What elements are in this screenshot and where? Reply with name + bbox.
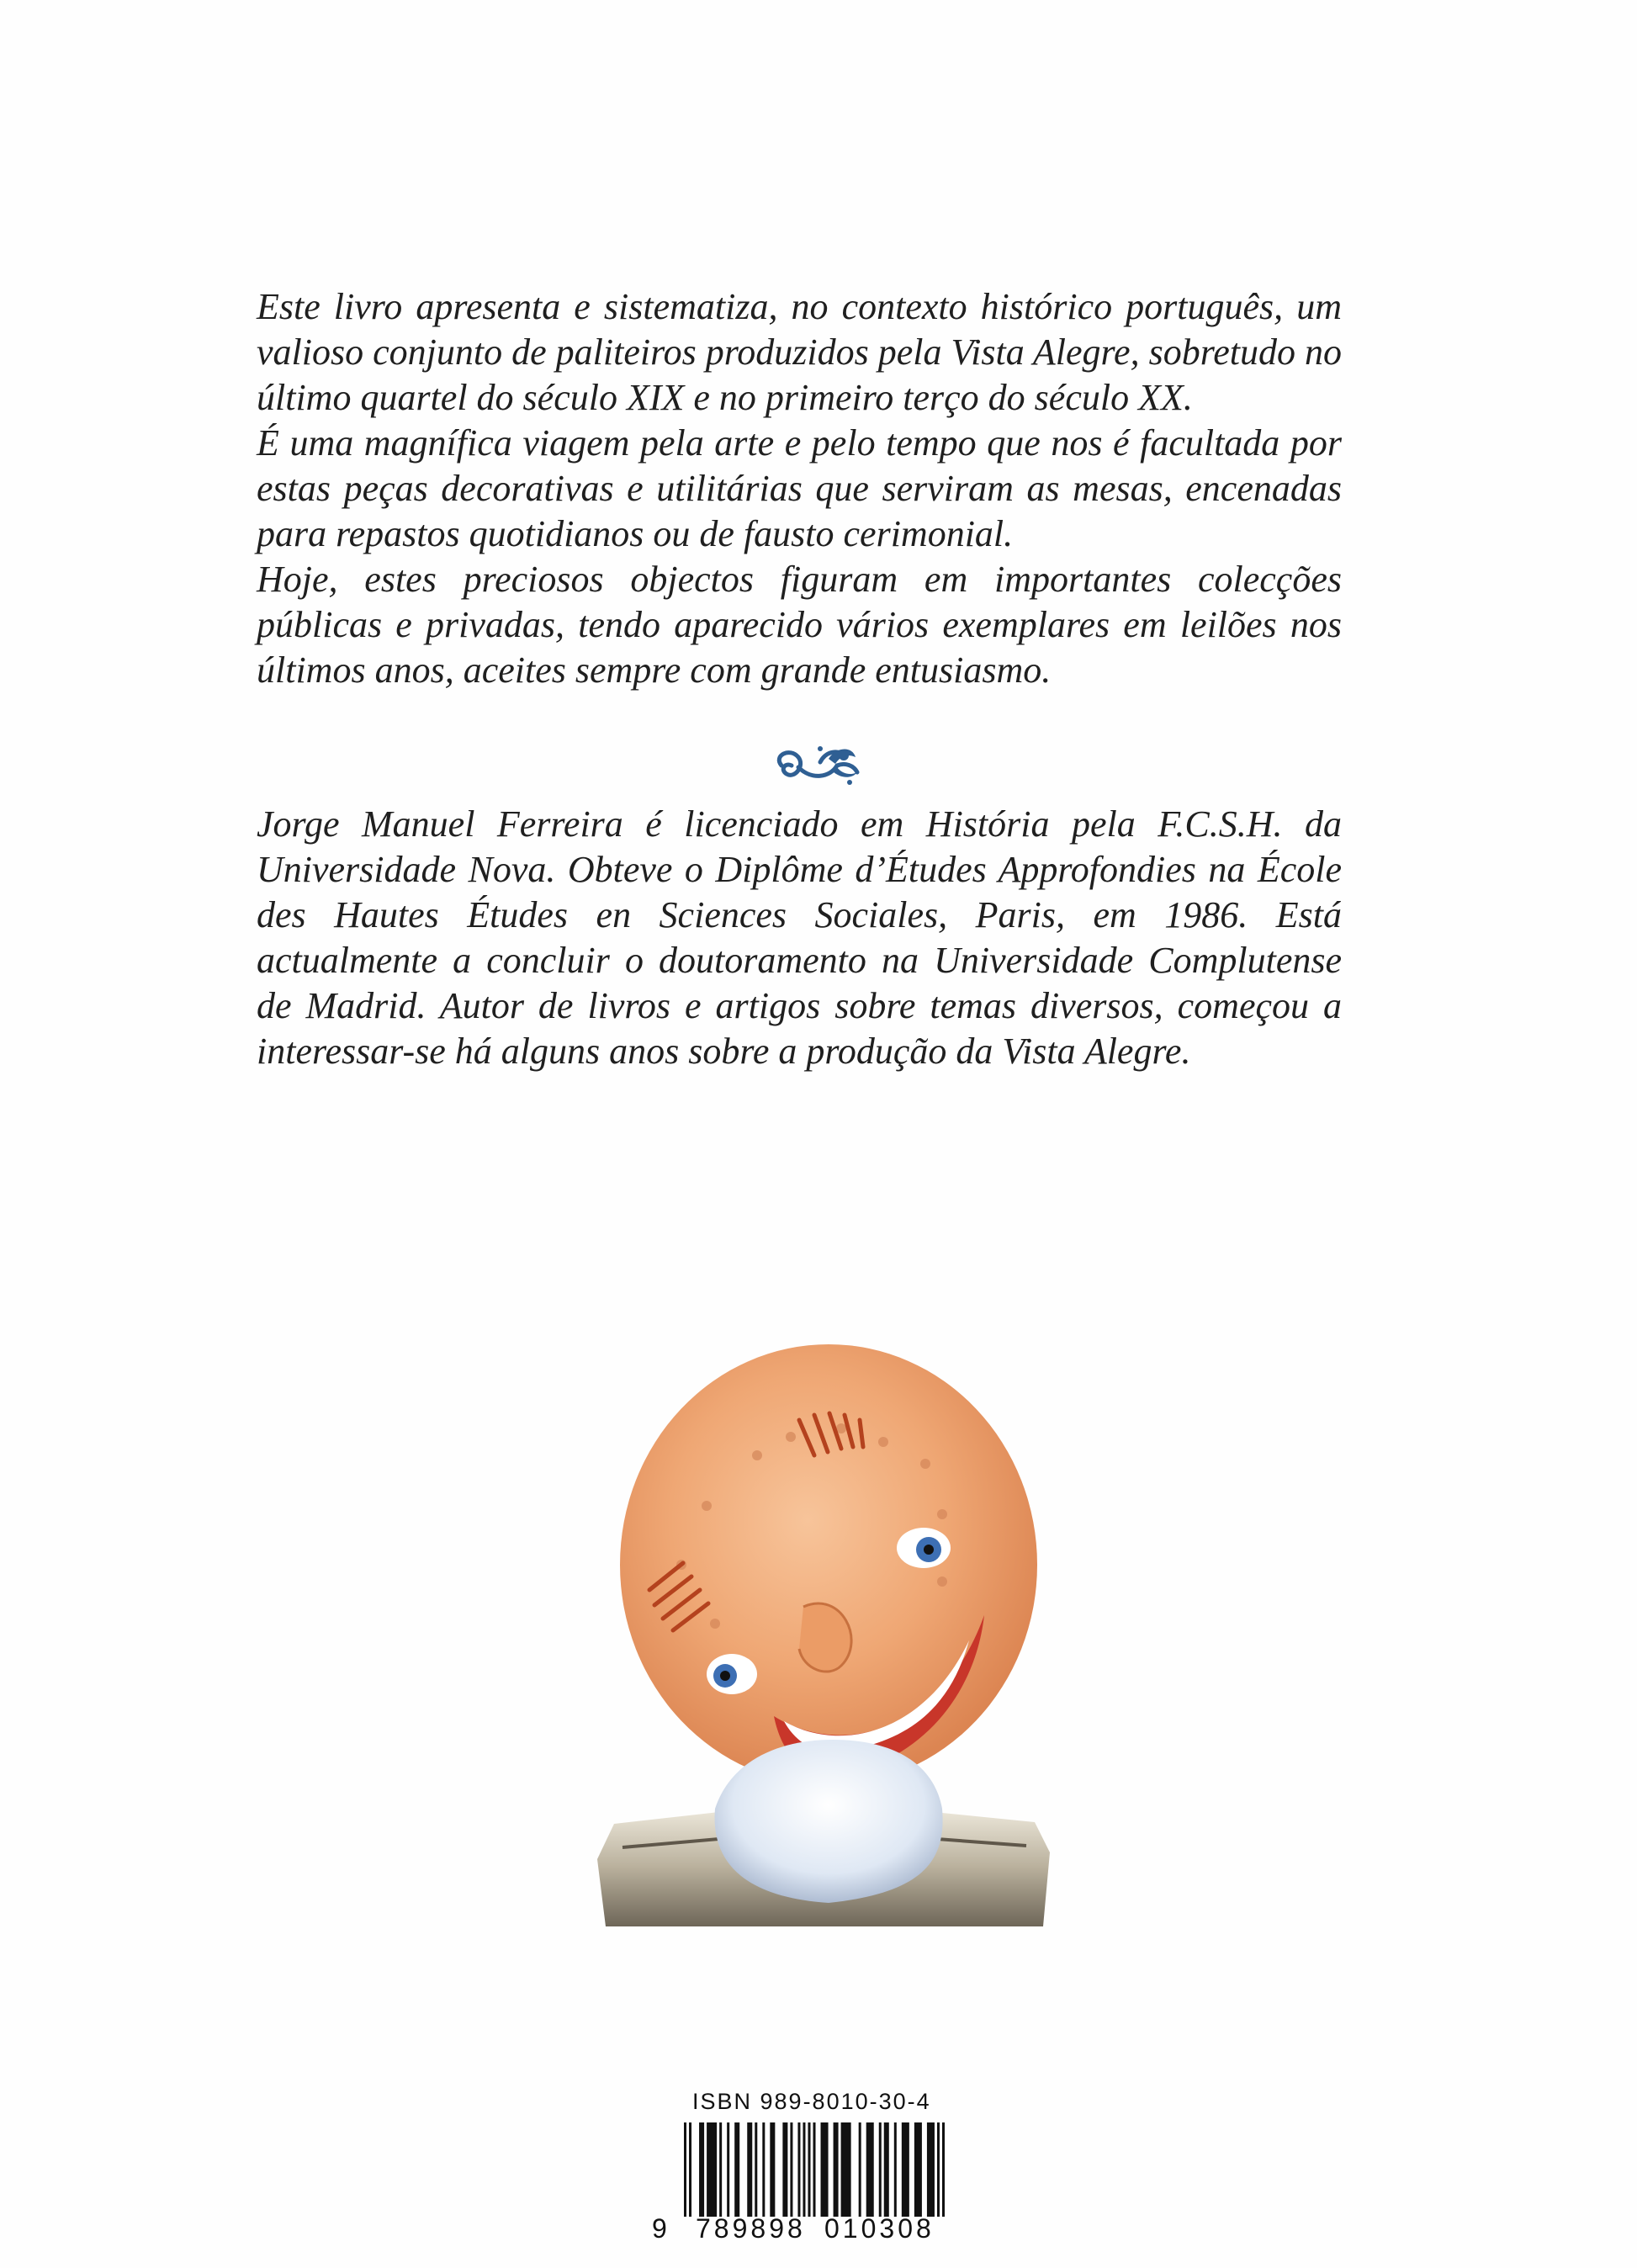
- blurb-paragraph: Hoje, estes preciosos objectos figuram em importantes colecções públicas e privadas, tendo aparecido vários exemplares em leilões nos últimos anos, aceites sempre com grande entusiasmo.: [257, 559, 1342, 691]
- barcode-bar: [914, 2122, 922, 2217]
- blurb-paragraph: Este livro apresenta e sistematiza, no contexto histórico português, um valioso conjunto de paliteiros produzidos pela Vista Alegre, sobretudo no último quartel do século XIX e no primeiro terço do século XX.: [257, 286, 1342, 418]
- barcode-bar: [803, 2122, 805, 2217]
- barcode-bar: [942, 2122, 945, 2217]
- barcode-bar: [894, 2122, 897, 2217]
- fleuron-icon: [770, 740, 862, 791]
- barcode-bar: [707, 2122, 717, 2217]
- barcode-bar: [797, 2122, 800, 2217]
- barcode-bar: [719, 2122, 722, 2217]
- barcode-bar: [884, 2122, 889, 2217]
- barcode-bar: [813, 2122, 816, 2217]
- barcode-bar: [727, 2122, 729, 2217]
- barcode-bar: [841, 2122, 851, 2217]
- barcode-bar: [834, 2122, 839, 2217]
- barcode-bar: [821, 2122, 829, 2217]
- barcode-bar: [734, 2122, 739, 2217]
- barcode-bar: [902, 2122, 909, 2217]
- barcode-digits: [652, 2213, 963, 2244]
- barcode-bar: [747, 2122, 752, 2217]
- barcode-bar: [684, 2122, 686, 2217]
- barcode-bar: [808, 2122, 810, 2217]
- barcode-bar: [782, 2122, 787, 2217]
- barcode-bar: [927, 2122, 935, 2217]
- barcode-bar: [762, 2122, 765, 2217]
- barcode-bar: [859, 2122, 861, 2217]
- barcode-left-digits: 789898: [696, 2213, 806, 2244]
- barcode-bar: [879, 2122, 882, 2217]
- barcode-bar: [866, 2122, 874, 2217]
- barcode-right-digits: 010308: [824, 2213, 935, 2244]
- barcode-bar: [790, 2122, 792, 2217]
- isbn-label: ISBN 989-8010-30-4: [692, 2089, 931, 2114]
- book-blurb: [257, 284, 1342, 693]
- isbn-barcode-block: [652, 2089, 963, 2249]
- barcode: [684, 2122, 945, 2217]
- moon-face-toothpick-holder-figurine: [589, 1338, 1060, 1935]
- barcode-bar: [699, 2122, 704, 2217]
- author-bio-text: Jorge Manuel Ferreira é licenciado em História pela F.C.S.H. da Universidade Nova. Obteve o Diplôme d’Études Approfondies na École des Hautes Études en Sciences Sociales, Paris, em 1986. Está actualmente a concluir o doutoramento na Universidade Complutense de Madrid. Autor de livros e artigos sobre temas diversos, começou a interessar-se há alguns anos sobre a produção da Vista Alegre.: [257, 803, 1342, 1072]
- barcode-bar: [755, 2122, 757, 2217]
- barcode-lead-digit: 9: [652, 2213, 667, 2244]
- barcode-bar: [937, 2122, 940, 2217]
- blurb-paragraph: É uma magnífica viagem pela arte e pelo tempo que nos é facultada por estas peças decorativas e utilitárias que serviram as mesas, encenadas para repastos quotidianos ou de fausto cerimonial.: [257, 422, 1342, 554]
- author-bio: [257, 802, 1342, 1074]
- barcode-bar: [770, 2122, 775, 2217]
- barcode-bar: [689, 2122, 691, 2217]
